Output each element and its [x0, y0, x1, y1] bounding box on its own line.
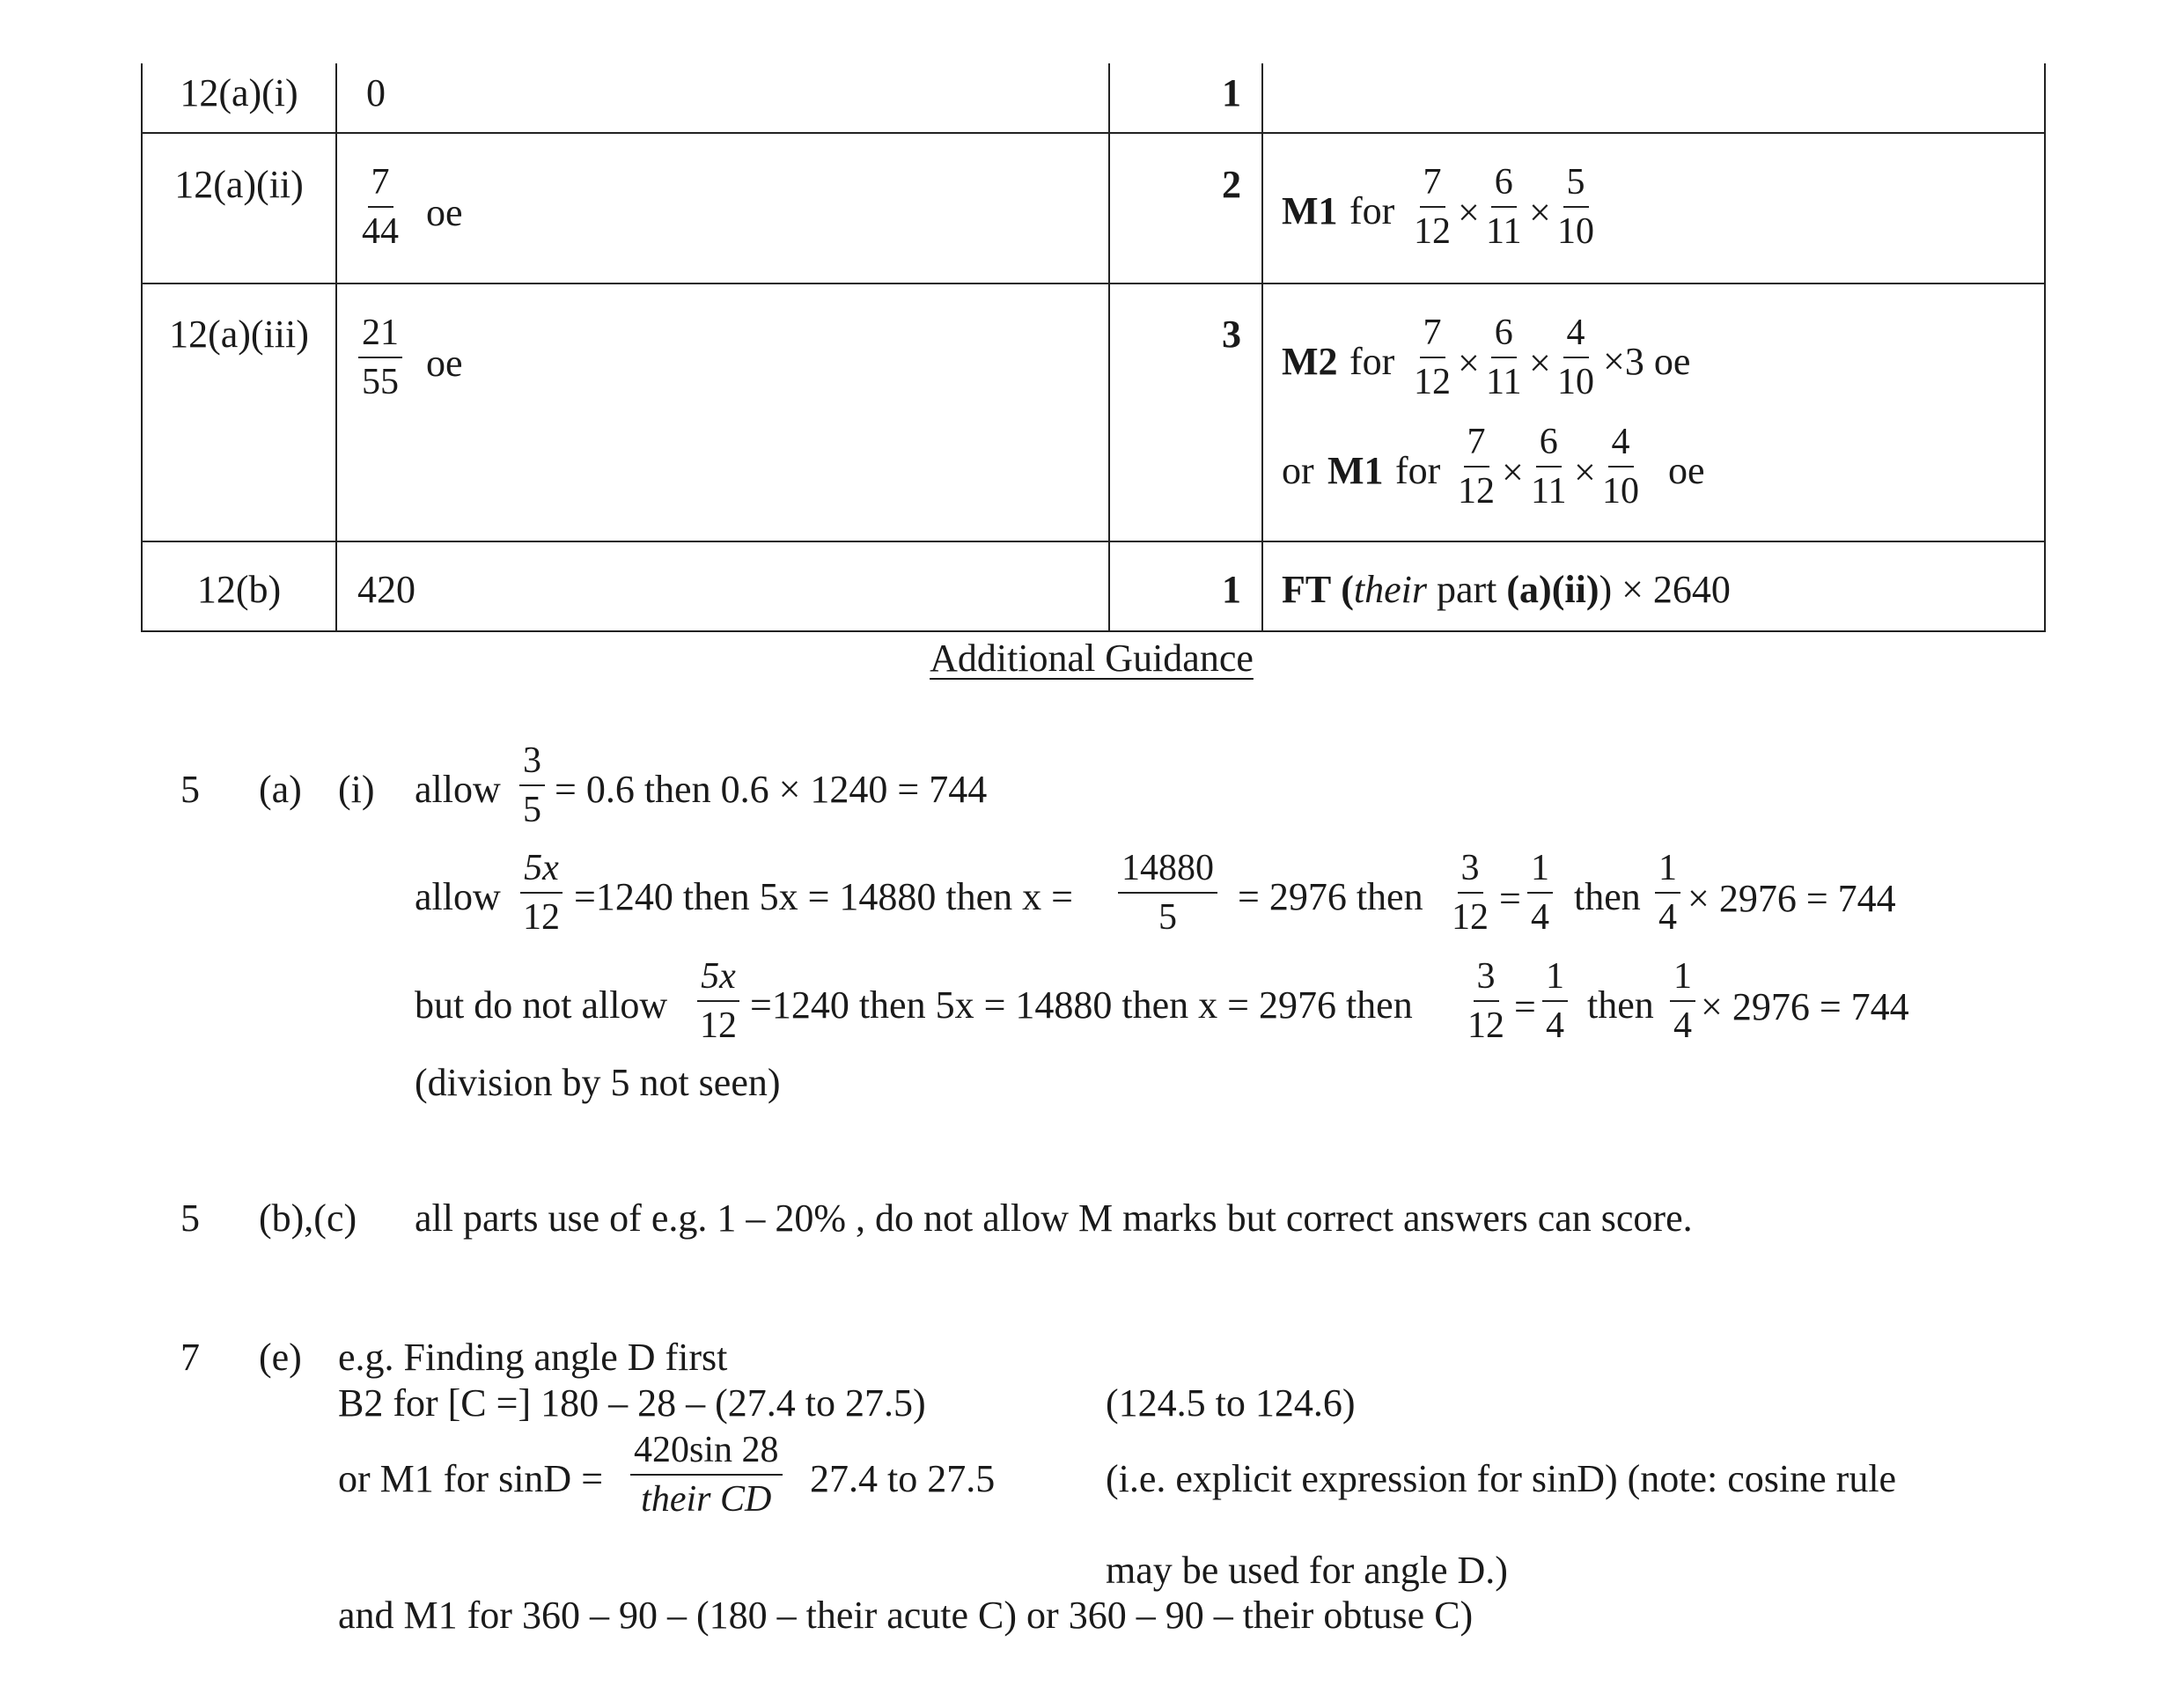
question-number: 12(b) — [196, 568, 282, 611]
guidance-text: allow — [415, 875, 501, 918]
question-number: 12(a)(i) — [180, 71, 298, 114]
notes-for: for — [1349, 340, 1395, 383]
guidance-text: = 2976 then — [1238, 875, 1423, 918]
question-number: 12(a)(ii) — [174, 163, 304, 206]
column-divider — [1108, 63, 1110, 632]
guidance-title: Additional Guidance — [930, 637, 1254, 680]
times-sign: × — [1529, 342, 1551, 385]
question-part: (b),(c) — [259, 1197, 357, 1240]
column-divider — [1261, 63, 1263, 632]
guidance-text: then — [1574, 875, 1641, 918]
notes-fraction: $\frac{7}{12}$ — [1458, 422, 1495, 512]
follow-through-note: FT (their part (a)(ii)) × 2640 — [1282, 568, 1731, 611]
guidance-fraction: $\frac{5x}{12}$ — [696, 958, 740, 1044]
guidance-text: then — [1587, 983, 1654, 1027]
notes-fraction: $\frac{6}{11}$ — [1531, 422, 1567, 512]
guidance-text: (i.e. explicit expression for sinD) (note: cosine rule — [1106, 1457, 1897, 1500]
answer-fraction: $\frac{21}{55}$ — [358, 314, 402, 401]
row-divider — [141, 630, 2046, 632]
column-divider — [2044, 63, 2046, 632]
notes-fraction: $\frac{5}{10}$ — [1557, 162, 1594, 252]
question-number: 5 — [180, 1197, 200, 1240]
guidance-fraction: $\frac{14880}{5}$ — [1118, 850, 1217, 936]
column-divider — [335, 63, 337, 632]
guidance-text: =1240 then 5x = 14880 then x = 2976 then — [750, 983, 1413, 1027]
answer-suffix: oe — [426, 191, 463, 234]
marks-cell: 1 — [1222, 568, 1241, 611]
question-number: 7 — [180, 1336, 200, 1379]
answer-cell: 420 — [357, 568, 415, 611]
guidance-text: = 0.6 then 0.6 × 1240 = 744 — [555, 768, 988, 811]
notes-fraction: $\frac{7}{12}$ — [1414, 313, 1451, 402]
notes-fraction: $\frac{4}{10}$ — [1602, 422, 1639, 512]
method-mark-label: M1 — [1327, 449, 1384, 492]
row-divider — [141, 541, 2046, 542]
question-part: (a) — [259, 768, 302, 811]
guidance-fraction: $\frac{1}{4}$ — [1527, 850, 1553, 936]
guidance-fraction: 420sin 28 their CD — [630, 1432, 783, 1518]
guidance-text: × 2976 = 744 — [1688, 877, 1896, 920]
marks-cell: 2 — [1222, 163, 1241, 206]
alt-prefix: or — [1282, 449, 1314, 492]
times-sign: × — [1574, 451, 1596, 494]
guidance-text: (124.5 to 124.6) — [1106, 1381, 1356, 1425]
marks-cell: 3 — [1222, 313, 1241, 356]
row-divider — [141, 132, 2046, 134]
guidance-fraction: $\frac{3}{12}$ — [1452, 848, 1489, 938]
guidance-text: =1240 then 5x = 14880 then x = — [574, 875, 1073, 918]
notes-fraction: $\frac{4}{10}$ — [1557, 313, 1594, 402]
guidance-text: 27.4 to 27.5 — [810, 1457, 996, 1500]
marks-cell: 1 — [1222, 71, 1241, 114]
answer-fraction: $\frac{7}{44}$ — [362, 162, 399, 252]
guidance-fraction: $\frac{1}{4}$ — [1670, 958, 1695, 1044]
guidance-fraction: $\frac{1}{4}$ — [1542, 958, 1568, 1044]
question-number: 5 — [180, 768, 200, 811]
question-subpart: (i) — [338, 768, 375, 811]
equals-sign: = — [1499, 877, 1521, 920]
method-mark-label: M1 — [1282, 189, 1338, 232]
guidance-text: all parts use of e.g. 1 – 20% , do not allow M marks but correct answers can score. — [415, 1197, 1693, 1240]
guidance-text: allow — [415, 768, 501, 811]
times-sign: × — [1529, 191, 1551, 234]
notes-for: for — [1395, 449, 1441, 492]
times-sign: × — [1458, 342, 1480, 385]
times-sign: × — [1502, 451, 1524, 494]
times-sign: × — [1458, 191, 1480, 234]
notes-fraction: $\frac{7}{12}$ — [1414, 162, 1451, 252]
guidance-fraction: $\frac{3}{12}$ — [1467, 956, 1504, 1046]
guidance-fraction: $\frac{3}{5}$ — [519, 742, 545, 828]
guidance-text: × 2976 = 744 — [1701, 985, 1909, 1028]
guidance-text: e.g. Finding angle D first — [338, 1336, 728, 1379]
answer-cell: 0 — [366, 71, 386, 114]
question-part: (e) — [259, 1336, 302, 1379]
guidance-text: (division by 5 not seen) — [415, 1061, 781, 1104]
guidance-text: and M1 for 360 – 90 – (180 – their acute C) or 360 – 90 – their obtuse C) — [338, 1594, 1474, 1637]
guidance-text: but do not allow — [415, 983, 668, 1027]
guidance-text: may be used for angle D.) — [1106, 1549, 1508, 1592]
guidance-fraction: $\frac{5x}{12}$ — [519, 850, 563, 936]
question-number: 12(a)(iii) — [169, 313, 309, 356]
notes-for: for — [1349, 189, 1395, 232]
alt-tail: oe — [1668, 449, 1705, 492]
equals-sign: = — [1514, 985, 1536, 1028]
answer-suffix: oe — [426, 342, 463, 385]
notes-tail: ×3 oe — [1603, 340, 1691, 383]
guidance-fraction: $\frac{1}{4}$ — [1655, 850, 1680, 936]
method-mark-label: M2 — [1282, 340, 1338, 383]
row-divider — [141, 283, 2046, 284]
notes-fraction: $\frac{6}{11}$ — [1486, 313, 1522, 402]
notes-fraction: $\frac{6}{11}$ — [1486, 162, 1522, 252]
guidance-text: or M1 for sinD = — [338, 1457, 604, 1500]
guidance-text: B2 for [C =] 180 – 28 – (27.4 to 27.5) — [338, 1381, 926, 1425]
